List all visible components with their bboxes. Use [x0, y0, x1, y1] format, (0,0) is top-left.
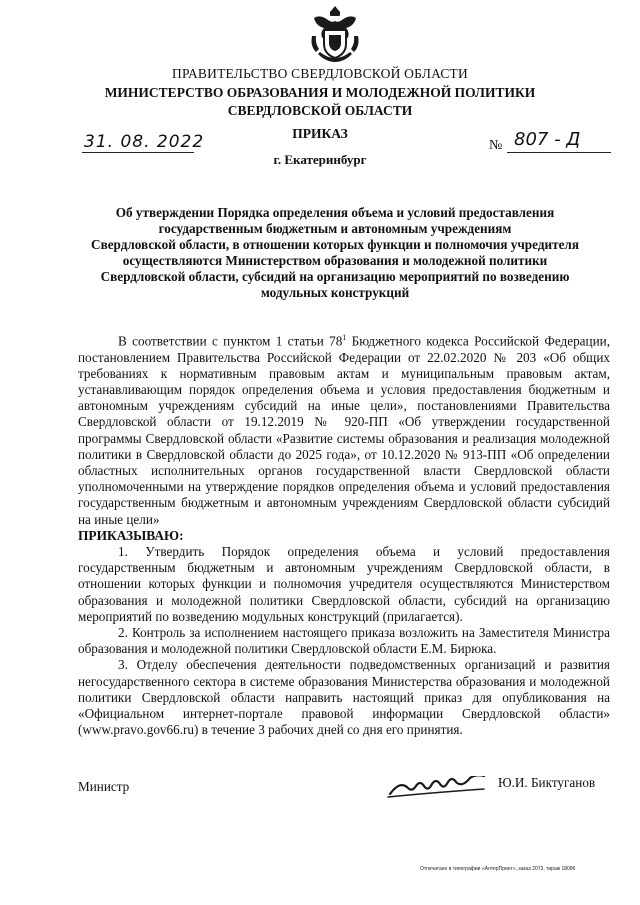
signatory-name: Ю.И. Биктуганов: [498, 775, 596, 790]
ministry-name-line1: МИНИСТЕРСТВО ОБРАЗОВАНИЯ И МОЛОДЕЖНОЙ ПОЛИТИКИ: [104, 85, 536, 100]
signature-icon: [386, 776, 490, 802]
title-line: осуществляются Министерством образования и молодежной политики: [122, 253, 548, 268]
title-line: Свердловской области, субсидий на организацию мероприятий по возведению: [100, 269, 570, 284]
print-footer: Отпечатано в типографии «АлтерПринт», заказ 2073, тираж 18086: [420, 866, 576, 872]
article-superscript: 1: [342, 333, 347, 342]
order-number: 807 - Д: [514, 129, 581, 150]
order-directive: ПРИКАЗЫВАЮ:: [78, 527, 184, 543]
document-type: ПРИКАЗ: [292, 126, 348, 141]
number-sign: №: [489, 138, 503, 153]
preamble-paragraph: [78, 330, 610, 528]
order-date: 31. 08. 2022: [84, 132, 205, 152]
coat-of-arms-icon: [304, 4, 366, 66]
title-line: государственным бюджетным и автономным учреждениям: [158, 221, 512, 236]
preamble-lead: В соответствии с пунктом 1 статьи 78: [118, 333, 343, 349]
order-item: 3. Отделу обеспечения деятельности подведомственных организаций и развития негосударственного сектора в системе образования Министерства образования и молодежной политики Свердловской области направить настоящий приказ для опубликования на «Официальном интернет-портале правовой информации Свердловской области» (www.pravo.gov66.ru) в течение 3 рабочих дней со дня его принятия.: [78, 657, 610, 738]
city: г. Екатеринбург: [273, 152, 367, 167]
signatory-position: Министр: [78, 779, 130, 794]
title-line: Об утверждении Порядка определения объема и условий предоставления: [115, 205, 555, 220]
order-body: [78, 330, 610, 738]
preamble-rest: Бюджетного кодекса Российской Федерации, постановлением Правительства Российской Федерации от 22.02.2020 № 203 «Об общих требованиях к нормативным правовым актам и муниципальным правовым актам, устанавливающим порядок определения объема и условия предоставления бюджетным и автономным учреждениям субсидий на иные цели», постановлениями Правительства Свердловской области от 19.12.2019 № 920-ПП «Об утверждении государственной программы Свердловской области «Развитие системы образования и реализация молодежной политики в Свердловской области до 2025 года», от 10.12.2020 № 913-ПП «Об определении областных исполнительных органов государственной власти Свердловской области уполномоченными на утверждение порядков определения объема и условий предоставления государственным бюджетным и автономным учреждениям Свердловской области субсидий на иные цели»: [78, 333, 610, 527]
order-item: 1. Утвердить Порядок определения объема и условий предоставления государственным бюджетным и автономным учреждениям Свердловской области, в отношении которых функции и полномочия учредителя осуществляются Министерством образования и молодежной политики Свердловской области, субсидий на организацию мероприятий по возведению модульных конструкций (прилагается).: [78, 544, 610, 624]
government-name: ПРАВИТЕЛЬСТВО СВЕРДЛОВСКОЙ ОБЛАСТИ: [172, 66, 468, 81]
title-line: модульных конструкций: [260, 285, 410, 300]
order-title: [70, 205, 600, 301]
ministry-name-line2: СВЕРДЛОВСКОЙ ОБЛАСТИ: [227, 103, 413, 118]
order-item: 2. Контроль за исполнением настоящего приказа возложить на Заместителя Министра образования и молодежной политики Свердловской области Е.М. Бирюка.: [78, 625, 610, 657]
title-line: Свердловской области, в отношении которых функции и полномочия учредителя: [91, 237, 579, 252]
